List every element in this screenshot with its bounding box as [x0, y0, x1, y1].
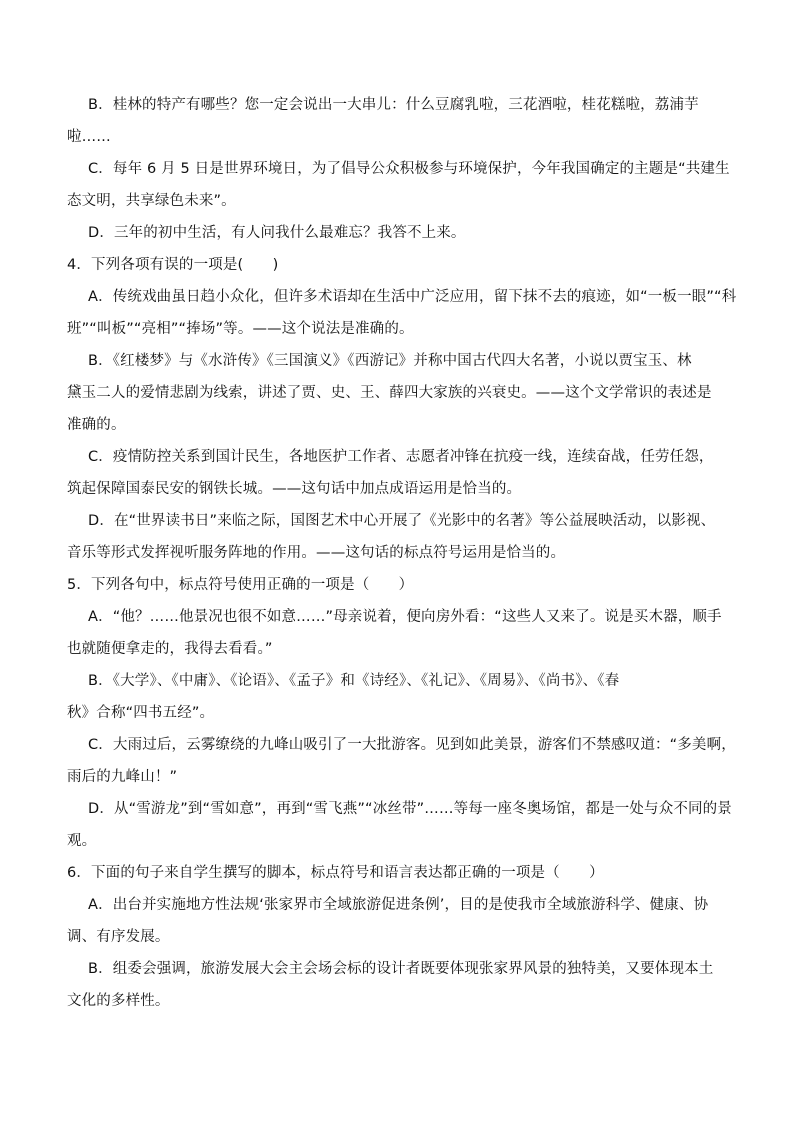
text-line: B．《大学》、《中庸》、《论语》、《孟子》和《诗经》、《礼记》、《周易》、《尚书》、《春 [88, 673, 620, 689]
text-line: D．三年的初中生活，有人问我什么最难忘？我答不上来。 [88, 225, 466, 241]
text-line: 啦…… [67, 129, 111, 145]
text-line: C．大雨过后，云雾缭绕的九峰山吸引了一大批游客。见到如此美景，游客们不禁感叹道：“多美啊， [88, 737, 736, 753]
text-line: B．《红楼梦》与《水浒传》《三国演义》《西游记》并称中国古代四大名著，小说以贾宝玉、林 [88, 353, 692, 369]
text-line: 雨后的九峰山！” [67, 769, 178, 785]
option-4b [67, 352, 727, 434]
question-4 [67, 256, 727, 274]
option-5a [67, 608, 727, 658]
text-line: A．“他？……他景况也很不如意……”母亲说着，便向房外看：“这些人又来了。说是买木器，顺手 [88, 609, 722, 625]
text-line: 态文明，共享绿色未来”。 [67, 193, 236, 209]
text-line: B．组委会强调，旅游发展大会主会场会标的设计者既要体现张家界风景的独特美，又要体现本土 [88, 961, 714, 977]
option-6a [67, 896, 727, 946]
question-stem: 5．下列各句中，标点符号使用正确的一项是（ ） [67, 577, 414, 593]
text-line: C．疫情防控关系到国计民生，各地医护工作者、志愿者冲锋在抗疫一线，连续奋战，任劳任怨， [88, 449, 714, 465]
text-line: D．在“世界读书日”来临之际，国图艺术中心开展了《光影中的名著》等公益展映活动，以影视、 [88, 513, 716, 529]
text-line: 观。 [67, 833, 97, 849]
option-3c [67, 160, 730, 210]
text-line: 也就随便拿走的，我得去看看。” [67, 641, 273, 657]
text-line: A．传统戏曲虽日趋小众化，但许多术语却在生活中广泛应用，留下抹不去的痕迹，如“一板一眼”“科 [88, 289, 737, 305]
text-line: 班”“叫板”“亮相”“捧场”等。——这个说法是准确的。 [67, 321, 414, 337]
option-3d [67, 224, 727, 242]
option-5b [67, 672, 727, 722]
question-stem: 4．下列各项有误的一项是( ) [67, 257, 279, 273]
document-content [67, 96, 737, 1024]
text-line: D．从“雪游龙”到“雪如意”，再到“雪飞燕”“冰丝带”……等每一座冬奥场馆，都是一处与众不同的景 [88, 801, 732, 817]
text-line: 音乐等形式发挥视听服务阵地的作用。——这句话的标点符号运用是恰当的。 [67, 545, 566, 561]
text-line: 秋》合称“四书五经”。 [67, 705, 215, 721]
question-6 [67, 864, 727, 882]
text-line: 文化的多样性。 [67, 993, 170, 1009]
question-stem: 6．下面的句子来自学生撰写的脚本，标点符号和语言表达都正确的一项是（ ） [67, 865, 604, 881]
option-4a [67, 288, 737, 338]
question-5 [67, 576, 727, 594]
option-3b [67, 96, 727, 146]
option-5d [67, 800, 732, 850]
option-6b [67, 960, 727, 1010]
text-line: 准确的。 [67, 417, 126, 433]
option-4c [67, 448, 727, 498]
text-line: 筑起保障国泰民安的钢铁长城。——这句话中加点成语运用是恰当的。 [67, 481, 522, 497]
text-line: 调、有序发展。 [67, 929, 170, 945]
text-line: B．桂林的特产有哪些？您一定会说出一大串儿：什么豆腐乳啦，三花酒啦，桂花糕啦，荔浦芋 [88, 97, 699, 113]
text-line: 黛玉二人的爱情悲剧为线索，讲述了贾、史、王、薛四大家族的兴衰史。——这个文学常识的表述是 [67, 385, 712, 401]
option-5c [67, 736, 736, 786]
text-line: A．出台并实施地方性法规‘张家界市全域旅游促进条例’，目的是使我市全域旅游科学、健康、协 [88, 897, 709, 913]
option-4d [67, 512, 727, 562]
text-line: C．每年 6 月 5 日是世界环境日，为了倡导公众积极参与环境保护，今年我国确定的主题是“共建生 [88, 161, 730, 177]
